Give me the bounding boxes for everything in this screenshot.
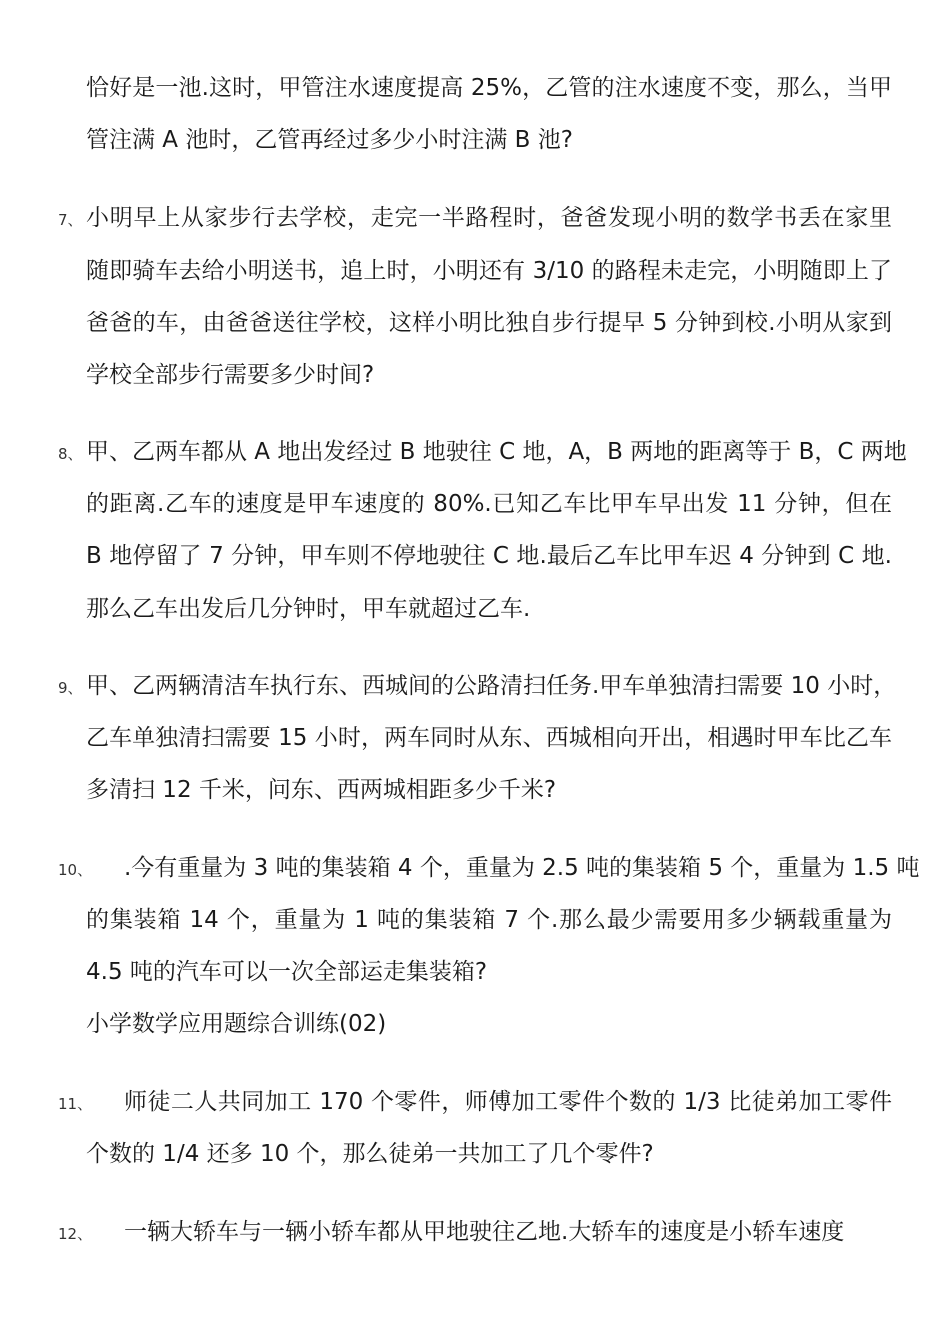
- problem-12-number: 12、: [58, 1225, 93, 1243]
- problem-7-number: 7、: [58, 211, 83, 229]
- problem-10-line-3: 4.5 吨的汽车可以一次全部运走集装箱?: [86, 959, 488, 985]
- problem-11-line-1: 师徒二人共同加工 170 个零件，师傅加工零件个数的 1/3 比徒弟加工零件: [124, 1089, 892, 1115]
- problem-9-line-1: 甲、乙两辆清洁车执行东、西城间的公路清扫任务.甲车单独清扫需要 10 小时，: [86, 673, 897, 699]
- intro-line-1: 恰好是一池.这时，甲管注水速度提高 25%，乙管的注水速度不变，那么，当甲: [86, 75, 892, 101]
- problem-8-line-1: 甲、乙两车都从 A 地出发经过 B 地驶往 C 地，A，B 两地的距离等于 B，C 两地: [86, 439, 907, 465]
- problem-8-line-2: 的距离.乙车的速度是甲车速度的 80%.已知乙车比甲车早出发 11 分钟，但在: [86, 491, 892, 517]
- intro-line-2: 管注满 A 池时，乙管再经过多少小时注满 B 池?: [86, 127, 573, 153]
- problem-9-line-2: 乙车单独清扫需要 15 小时，两车同时从东、西城相向开出，相遇时甲车比乙车: [86, 725, 892, 751]
- problem-12-line-1: 一辆大轿车与一辆小轿车都从甲地驶往乙地.大轿车的速度是小轿车速度: [124, 1219, 845, 1245]
- problem-7-line-2: 随即骑车去给小明送书，追上时，小明还有 3/10 的路程未走完，小明随即上了: [86, 258, 892, 284]
- problem-9-line-3: 多清扫 12 千米，问东、西两城相距多少千米?: [86, 777, 557, 803]
- problem-11-number: 11、: [58, 1095, 93, 1113]
- problem-10-number: 10、: [58, 861, 93, 879]
- problem-7-line-4: 学校全部步行需要多少时间?: [86, 362, 375, 388]
- section-heading: 小学数学应用题综合训练(02): [86, 1011, 387, 1037]
- problem-8-line-4: 那么乙车出发后几分钟时，甲车就超过乙车.: [86, 596, 531, 622]
- problem-11-line-2: 个数的 1/4 还多 10 个，那么徒弟一共加工了几个零件?: [86, 1141, 654, 1167]
- problem-7-line-1: 小明早上从家步行去学校，走完一半路程时，爸爸发现小明的数学书丢在家里: [86, 205, 892, 231]
- problem-7-line-3: 爸爸的车，由爸爸送往学校，这样小明比独自步行提早 5 分钟到校.小明从家到: [86, 310, 892, 336]
- problem-10-line-1: .今有重量为 3 吨的集装箱 4 个，重量为 2.5 吨的集装箱 5 个，重量为 1.5 吨: [124, 855, 920, 881]
- problem-8-number: 8、: [58, 445, 83, 463]
- problem-10-line-2: 的集装箱 14 个，重量为 1 吨的集装箱 7 个.那么最少需要用多少辆载重量为: [86, 907, 892, 933]
- problem-9-number: 9、: [58, 679, 83, 697]
- problem-8-line-3: B 地停留了 7 分钟，甲车则不停地驶往 C 地.最后乙车比甲车迟 4 分钟到 C 地.: [86, 543, 892, 569]
